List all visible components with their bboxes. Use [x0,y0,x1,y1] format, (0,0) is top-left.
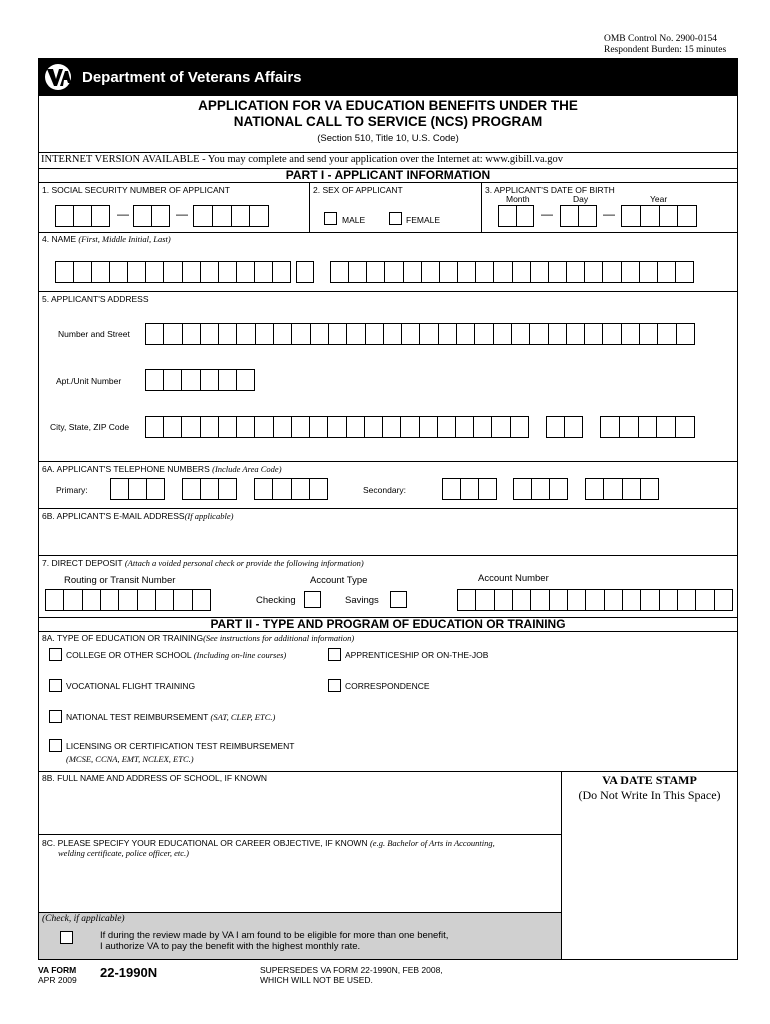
primary-prefix[interactable] [182,478,237,500]
male-checkbox[interactable] [324,212,337,225]
last-name-input[interactable] [330,261,694,283]
va-form-label: VA FORM [38,965,77,975]
name-hint: (First, Middle Initial, Last) [78,234,171,244]
female-checkbox[interactable] [389,212,402,225]
phone-hint: (Include Area Code) [212,464,282,474]
objective-label [42,838,557,848]
licensing-checkbox[interactable] [49,739,62,752]
dob-month-label: Month [506,194,530,204]
form-number: 22-1990N [100,965,158,980]
phone-label-text: 6A. APPLICANT'S TELEPHONE NUMBERS [42,464,210,474]
dob-year-label: Year [650,194,668,204]
account-type-label: Account Type [310,575,368,586]
licensing-label: LICENSING OR CERTIFICATION TEST REIMBURSEMENT [66,741,295,751]
apt-input[interactable] [145,369,255,391]
routing-input[interactable] [45,589,211,611]
highest-benefit-checkbox[interactable] [60,931,73,944]
street-input[interactable] [145,323,695,345]
part1-heading: PART I - APPLICANT INFORMATION [285,168,491,182]
address-label: 5. APPLICANT'S ADDRESS [42,294,149,304]
national-test-label [66,712,275,722]
primary-label: Primary: [56,485,88,495]
omb-info [604,34,726,56]
dob-month-input[interactable] [498,205,534,227]
savings-label: Savings [345,595,379,606]
education-type-label [42,633,354,643]
national-test-checkbox[interactable] [49,710,62,723]
licensing-hint: (MCSE, CCNA, EMT, NCLEX, ETC.) [66,754,194,764]
agency-name: Department of Veterans Affairs [82,69,302,86]
secondary-line[interactable] [585,478,659,500]
state-input[interactable] [546,416,583,438]
email-label-text: 6B. APPLICANT'S E-MAIL ADDRESS [42,511,185,521]
college-checkbox[interactable] [49,648,62,661]
form-title [38,98,738,130]
supersedes-note [260,965,443,985]
form-edition [38,965,77,985]
secondary-area-code[interactable] [442,478,497,500]
email-input[interactable] [39,522,738,555]
title-line-1: APPLICATION FOR VA EDUCATION BENEFITS UNDER THE [198,98,578,113]
secondary-prefix[interactable] [513,478,568,500]
email-hint: (If applicable) [184,511,234,521]
deposit-label-text: 7. DIRECT DEPOSIT [42,558,123,568]
secondary-label: Secondary: [363,485,406,495]
eligible-line-1: If during the review made by VA I am found to be eligible for more than one benefit, [100,930,449,941]
primary-line[interactable] [254,478,328,500]
title-line-2: NATIONAL CALL TO SERVICE (NCS) PROGRAM [233,114,543,129]
savings-checkbox[interactable] [390,591,407,608]
objective-input[interactable] [39,860,561,912]
education-type-text: 8A. TYPE OF EDUCATION OR TRAINING [42,633,204,643]
street-label: Number and Street [58,329,130,339]
phone-label [42,464,282,474]
city-input[interactable] [145,416,529,438]
stamp-subtitle: (Do Not Write In This Space) [578,788,721,802]
email-label [42,511,233,521]
check-note: (Check, if applicable) [42,914,125,924]
omb-control: OMB Control No. 2900-0154 [604,34,717,44]
dob-day-input[interactable] [560,205,597,227]
city-label: City, State, ZIP Code [50,422,130,432]
female-label: FEMALE [406,215,441,225]
sex-label: 2. SEX OF APPLICANT [313,185,403,195]
school-input[interactable] [39,784,561,834]
internet-notice: INTERNET VERSION AVAILABLE - You may complete and send your application over the Internet at: www.gibill.va.gov [41,154,564,165]
correspondence-label: CORRESPONDENCE [345,681,430,691]
va-logo-icon [43,63,73,91]
education-type-hint: (See instructions for additional information) [203,633,355,643]
agency-header-bar [38,58,738,96]
stamp-title: VA DATE STAMP [602,773,697,787]
supersedes-line-2: WHICH WILL NOT BE USED. [260,975,373,985]
national-test-text: NATIONAL TEST REIMBURSEMENT [66,712,209,722]
zip-input[interactable] [600,416,695,438]
name-label [42,234,171,244]
college-hint: (Including on-line courses) [193,650,287,660]
part2-heading: PART II - TYPE AND PROGRAM OF EDUCATION OR TRAINING [210,617,566,631]
ssn-part-3[interactable] [193,205,269,227]
form-subtitle: (Section 510, Title 10, U.S. Code) [317,133,459,144]
dob-label: 3. APPLICANT'S DATE OF BIRTH [485,185,615,195]
eligibility-statement [100,930,448,952]
supersedes-line-1: SUPERSEDES VA FORM 22-1990N, FEB 2008, [260,965,443,975]
dob-year-input[interactable] [621,205,697,227]
account-number-input[interactable] [457,589,733,611]
routing-label: Routing or Transit Number [64,575,176,586]
objective-text: 8C. PLEASE SPECIFY YOUR EDUCATIONAL OR CAREER OBJECTIVE, IF KNOWN [42,838,368,848]
dob-day-label: Day [573,194,589,204]
form-date: APR 2009 [38,975,77,985]
male-label: MALE [342,215,366,225]
primary-area-code[interactable] [110,478,165,500]
deposit-label [42,558,364,568]
objective-hint-1: (e.g. Bachelor of Arts in Accounting, [369,838,495,848]
account-number-label: Account Number [478,573,549,584]
flight-checkbox[interactable] [49,679,62,692]
checking-label: Checking [256,595,296,606]
respondent-burden: Respondent Burden: 15 minutes [604,45,727,55]
apt-label: Apt./Unit Number [56,376,122,386]
eligible-line-2: I authorize VA to pay the benefit with the highest monthly rate. [100,941,361,952]
checking-checkbox[interactable] [304,591,321,608]
ssn-part-2[interactable] [133,205,170,227]
deposit-hint: (Attach a voided personal check or provide the following information) [124,558,364,568]
correspondence-checkbox[interactable] [328,679,341,692]
first-name-input[interactable] [55,261,291,283]
objective-hint-2: welding certificate, police officer, etc.) [58,848,189,858]
college-label [66,650,286,660]
ssn-part-1[interactable] [55,205,110,227]
national-test-hint: (SAT, CLEP, ETC.) [210,712,276,722]
name-label-text: 4. NAME [42,234,77,244]
middle-initial-input[interactable] [296,261,314,283]
apprenticeship-label: APPRENTICESHIP OR ON-THE-JOB [345,650,489,660]
flight-label: VOCATIONAL FLIGHT TRAINING [66,681,196,691]
college-text: COLLEGE OR OTHER SCHOOL [66,650,192,660]
ssn-label: 1. SOCIAL SECURITY NUMBER OF APPLICANT [42,185,230,195]
school-label: 8B. FULL NAME AND ADDRESS OF SCHOOL, IF KNOWN [42,773,267,783]
apprenticeship-checkbox[interactable] [328,648,341,661]
